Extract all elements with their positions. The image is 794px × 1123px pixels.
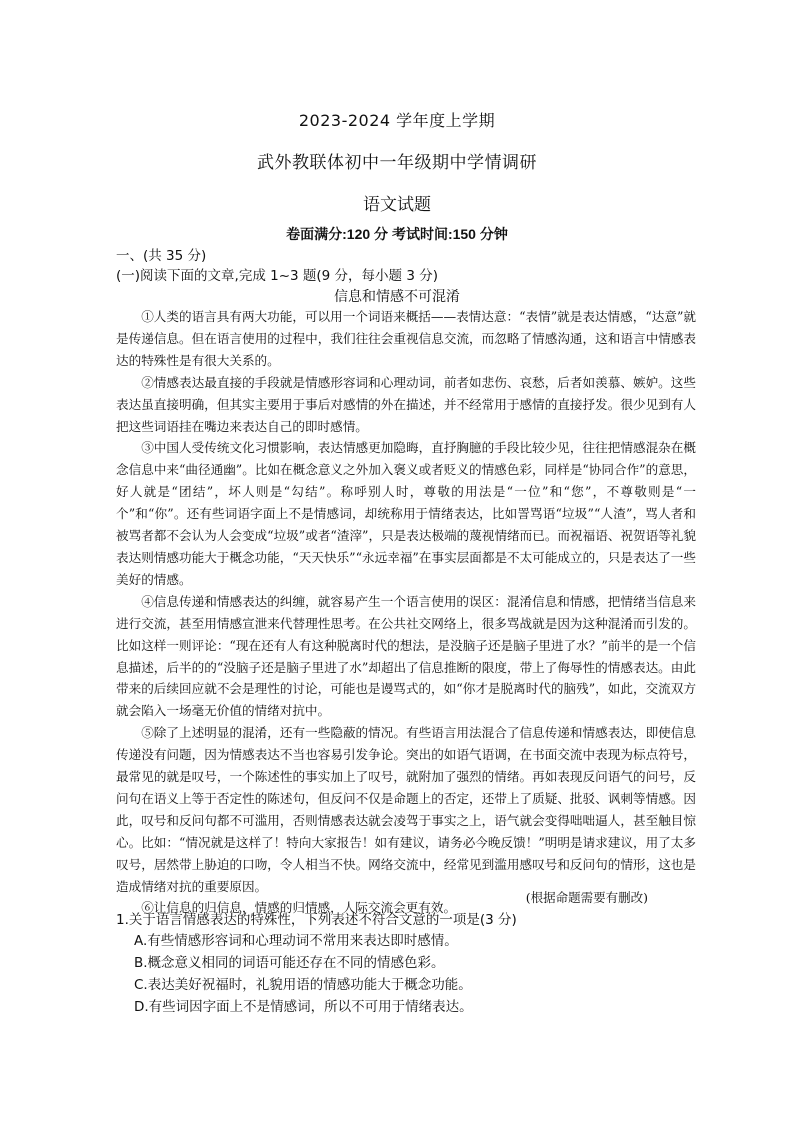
option-c: C.表达美好祝福时，礼貌用语的情感功能大于概念功能。	[134, 977, 472, 993]
article-paragraph: ③中国人受传统文化习惯影响，表达情感更加隐晦，直抒胸臆的手段比较少见，往往把情感混杂在概念信息中来“曲径通幽”。比如在概念意义之外加入褒义或者贬义的情感色彩，同样是“协同合作”的意思，好人就是“团结”，坏人则是“勾结”。称呼别人时，尊敬的用法是“一位”和“您”，不尊敬则是“一个”和“你”。还有些词语字面上不是情感词，却统称用于情绪表达，比如詈骂语“垃圾”“人渣”，骂人者和被骂者都不会认为人会变成“垃圾”或者“渣滓”，只是表达极端的蔑视情绪而已。而祝福语、祝贺语等礼貌表达则情感功能大于概念功能，“天天快乐”“永远幸福”在事实层面都是不太可能成立的，只是表达了一些美好的情感。	[116, 440, 696, 587]
exam-info: 卷面满分:120 分 考试时间:150 分钟	[286, 226, 508, 242]
question-1-stem: 1.关于语言情感表达的特殊性，下列表述不符合文意的一项是(3 分)	[116, 912, 517, 928]
article-title: 信息和情感不可混淆	[334, 289, 460, 305]
option-b: B.概念意义相同的词语可能还存在不同的情感色彩。	[134, 955, 445, 971]
option-a: A.有些情感形容词和心理动词不常用来表达即时感情。	[134, 933, 458, 949]
article-paragraph: ④信息传递和情感表达的纠缠，就容易产生一个语言使用的误区：混淆信息和情感，把情绪当信息来进行交流，甚至用情感宣泄来代替理性思考。在公共社交网络上，很多骂战就是因为这种混淆而引发的。比如这样一则评论：“现在还有人有这种脱离时代的想法，是没脑子还是脑子里进了水？”前半的是一个信息描述，后半的的“没脑子还是脑子里进了水”却超出了信息推断的限度，带上了侮辱性的情感表达。由此带来的后续回应就不会是理性的讨论，可能也是谩骂式的，如“你才是脱离时代的脑残”，如此，交流双方就会陷入一场毫无价值的情绪对抗中。	[116, 593, 696, 719]
section-heading: 一、(共 35 分)	[116, 248, 207, 264]
article-body	[116, 306, 696, 919]
exam-subject-title: 语文试题	[363, 195, 431, 215]
article-paragraph: ②情感表达最直接的手段就是情感形容词和心理动词，前者如悲伤、哀愁，后者如羡慕、嫉妒。这些表达虽直接明确，但其实主要用于事后对感情的外在描述，并不经常用于感情的直接抒发。很少见到有人把这些词语挂在嘴边来表达自己的即时感情。	[116, 374, 696, 434]
option-d: D.有些词因字面上不是情感词，所以不可用于情绪表达。	[134, 999, 473, 1015]
exam-year-title: 2023-2024 学年度上学期	[298, 111, 496, 130]
question-1-options	[134, 930, 473, 1018]
article-paragraph: ⑥让信息的归信息，情感的归情感，人际交流会更有效。	[141, 900, 457, 916]
reading-instructions: (一)阅读下面的文章,完成 1~3 题(9 分，每小题 3 分)	[116, 268, 438, 284]
exam-school-title: 武外教联体初中一年级期中学情调研	[257, 153, 537, 173]
article-paragraph: ⑤除了上述明显的混淆，还有一些隐蔽的情况。有些语言用法混合了信息传递和情感表达，即使信息传递没有问题，因为情感表达不当也容易引发争论。突出的如语气语调，在书面交流中表现为标点符号，最常见的就是叹号，一个陈述性的事实加上了叹号，就附加了强烈的情绪。再如表现反问语气的问号，反问句在语义上等于否定性的陈述句，但反问不仅是命题上的否定，还带上了质疑、批驳、讽刺等情感。因此，叹号和反问句都不可滥用，否则情感表达就会凌驾于事实之上，语气就会变得咄咄逼人，甚至触目惊心。比如：“情况就是这样了！特向大家报告！如有建议，请务必今晚反馈！”明明是请求建议，用了太多叹号，居然带上胁迫的口吻，令人相当不快。网络交流中，经常见到滥用感叹号和反问句的情形，这也是造成情绪对抗的重要原因。	[116, 725, 696, 894]
article-paragraph: ①人类的语言具有两大功能，可以用一个词语来概括——表情达意：“表情”就是表达情感，“达意”就是传递信息。但在语言使用的过程中，我们往往会重视信息交流，而忽略了情感沟通，这和语言中情感表达的特殊性是有很大关系的。	[116, 309, 696, 368]
article-source-note: (根据命题需要有删改)	[525, 890, 648, 905]
